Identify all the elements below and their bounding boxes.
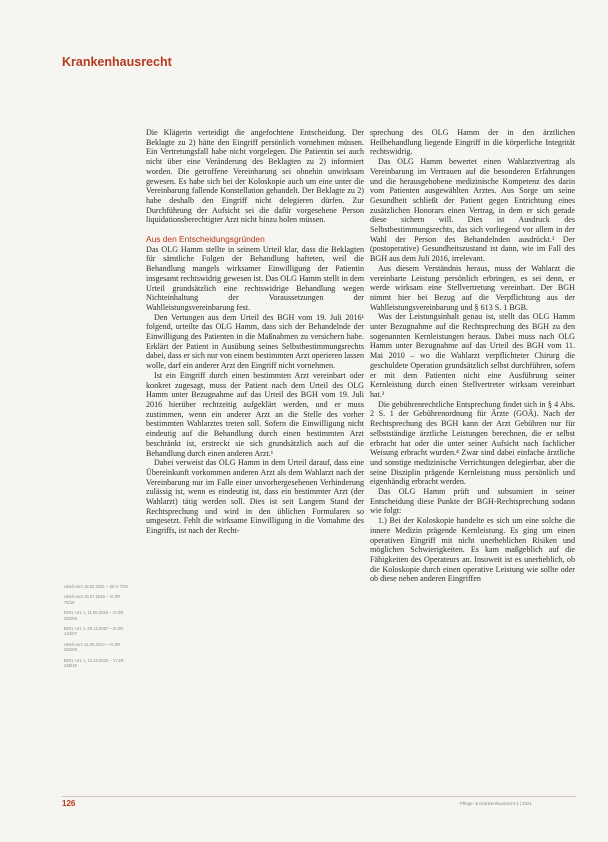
left-column — [146, 128, 364, 536]
right-paragraph-1: sprechung des OLG Hamm der in den ärztlichen Heilbehandlung liegende Eingriff in die körperliche Integrität rechtswidrig. — [370, 128, 575, 157]
footer-divider — [62, 796, 576, 797]
footnote: BGH, Urt. v. 20.12.2007 – III ZR 144/07 — [64, 626, 124, 637]
footnote: BGH, Urt. v. 13.10.2020 – VI ZR 348/19 — [64, 657, 124, 669]
journal-reference: Pflege- & Krankenhausrecht 4 | 2021 — [460, 801, 532, 806]
subheading-decision-reasons: Aus den Entscheidungsgründen — [146, 234, 265, 245]
right-column — [370, 128, 575, 584]
right-paragraph-7: 1.) Bei der Koloskopie handelte es sich um eine solche die innere Medizin prägende Kernleistung. Es ging um einen operativen Eingriff mit nicht unerheblichen Risiken und möglichen Schwierigkeiten. Es kam maßgeblich auf die Fähigkeiten des Operateurs an. Insoweit ist es unerheblich, ob die Koloskopie durch einen operative Leistung wie sollte oder ob diese neben anderen Eingriffen — [370, 516, 575, 584]
left-paragraph-4: Ist ein Eingriff durch einen bestimmten Arzt vereinbart oder konkret zugesagt, muss der Patient nach dem Urteil des OLG Hamm unter Bezugnahme auf das Urteil des BGH vom 19. Juli 2016 hierüber rechtzeitig aufgeklärt werden, und er muss zustimmen, wenn ein anderer Arzt an die Stelle des vorher bestimmten Wahlarztes treten soll. Sofern die Einwilligung nicht eindeutig auf die Behandlung durch einen bestimmten Arzt beschränkt ist, erstreckt sie sich grundsätzlich auch auf die Behandlung durch einen anderen Arzt.¹ — [146, 370, 364, 458]
footnote: Urteil vom 15.02.2021 – 26 U 7/20 — [64, 584, 128, 589]
left-paragraph-5: Dabei verweist das OLG Hamm in dem Urteil darauf, dass eine Übereinkunft vorkommen anderen Arzt als dem Wahlarzt nach der Vereinbarung nur im Falle einer unvorhergesehenen Verhinderung zulässig ist, wenn es eindeutig ist, dass ein bestimmter Arzt (der Wahlarzt) tätig werden soll. Dies ist seit Langem Stand der Rechtsprechung und wird in den üblichen Formularen so umgesetzt. Fehlt die wirksame Einwilligung in die Vornahme des Eingriffs, ist nach der Recht- — [146, 458, 364, 536]
left-paragraph-3: Den Vertungen aus dem Urteil des BGH vom 19. Juli 2016¹ folgend, urteilte das OLG Hamm, dass sich der Behandelnde der Einwilligung des Patienten in die Maßnahmen zu versichern habe. Erklärt der Patient in Ausübung seines Selbstbestimmungsrechts dabei, dass er sich nur von einem bestimmten Arzt operieren lassen wolle, darf ein anderer Arzt den Eingriff nicht vornehmen. — [146, 312, 364, 371]
right-paragraph-6: Das OLG Hamm prüft und subsumiert in seiner Entscheidung diese Punkte der BGH-Rechtsprechung sodann wie folgt: — [370, 487, 575, 516]
right-paragraph-3: Aus diesem Verständnis heraus, muss der Wahlarzt die vereinbarte Leistung persönlich erbringen, es sei denn, er werde wirksam eine Stellvertretung vereinbart. Der BGH nimmt hier bei Bezug auf die Verpflichtung aus der Wahlleistungsvereinbarung und § 613 S. 1 BGB. — [370, 263, 575, 312]
page-number: 126 — [62, 799, 76, 808]
left-paragraph-2: Das OLG Hamm stellte in seinem Urteil klar, dass die Beklagten für sämtliche Folgen der Behandlung hafteten, weil die Behandlung mangels wirksamer Einwilligung der Patientin insgesamt rechtswidrig gewesen ist. Das OLG Hamm stellt in dem Urteil grundsätzlich eine rechtswidrige Behandlung wegen Nichteinhaltung der Voraussetzungen der Wahlleistungsvereinbarung fest. — [146, 244, 364, 312]
footnote: Urteil vom 11.05.2010 – VI ZR 252/08 — [64, 641, 121, 653]
right-paragraph-2: Das OLG Hamm bewertet einen Wahlarztvertrag als Vereinbarung im Vertrauen auf die besonderen Erfahrungen und die herausgehobene medizinische Kompetenz des darin vom Patienten ausgewählten Arztes. Aus Sorge um seine Gesundheit schließt der Patient gegen Entrichtung eines zusätzlichen Honorars einen Vertrag, in dem er sich gerade diese sichern will. Dies ist Ausdruck des Selbstbestimmungsrechts, das sich vorliegend vor allem in der Wahl der Person des Behandelnden ausdrückt.² Der (postoperative) Gesundheitszustand ist dann, wie im Fall des BGH aus dem Juli 2016, irrelevant. — [370, 157, 575, 264]
footnote: Urteil vom 19.07.2016 – VI ZR 75/15 — [64, 594, 121, 605]
margin-footnotes — [64, 584, 128, 673]
footnote: BGH, Urt. v. 11.05.2010 – VI ZR 252/08 — [64, 610, 124, 621]
right-paragraph-4: Was der Leistungsinhalt genau ist, stellt das OLG Hamm unter Bezugnahme auf die Rechtsprechung des BGH zu den sogenannten Kernleistungen heraus. Dabei muss nach OLG Hamm unter Bezugnahme auf das Urteil des BGH vom 11. Mai 2010 – wo die Wahlarzt verpflichteter Chirurg die geschuldete Operation grundsätzlich selbst durchführen, sofern er mit dem Patienten nicht eine Ausführung seiner Kernleistung durch einen Stellvertreter wirksam vereinbart hat.³ — [370, 312, 575, 399]
section-title: Krankenhausrecht — [62, 55, 172, 69]
left-paragraph-1: Die Klägerin verteidigt die angefochtene Entscheidung. Der Beklagte zu 2) hätte den Eingriff persönlich vornehmen müssen. Ein Vertretungsfall habe nicht vorgelegen. Die Patientin sei auch nicht über eine Veränderung des Beklagten zu 2) informiert worden. Die getroffene Vereinbarung sei ohnehin unwirksam gewesen. Es habe sich bei der Koloskopie auch um eine unter die Vereinbarung fallende Konstellation gehandelt. Der Beklagte zu 2) habe deshalb den Eingriff nicht delegieren dürfen. Zur Durchführung der Aufsicht sei die dafür vorgesehene Person liquidationsberechtigter Arzt nicht hinzu holen müssen. — [146, 128, 364, 225]
right-paragraph-5: Die gebührenrechtliche Entsprechung findet sich in § 4 Abs. 2 S. 1 der Gebührenordnung für Ärzte (GOÄ). Nach der Rechtsprechung des BGH kann der Arzt Gebühren nur für selbstständige ärztliche Leistungen berechnen, die er selbst erbracht hat oder die unter seiner Aufsicht nach fachlicher Weisung erbracht wurden.⁴ Zwar sind dabei einfache ärztliche und sonstige medizinische Verrichtungen delegierbar, aber die seine Disziplin prägende Kernleistung muss persönlich und eigenhändig erbracht werden. — [370, 399, 575, 487]
